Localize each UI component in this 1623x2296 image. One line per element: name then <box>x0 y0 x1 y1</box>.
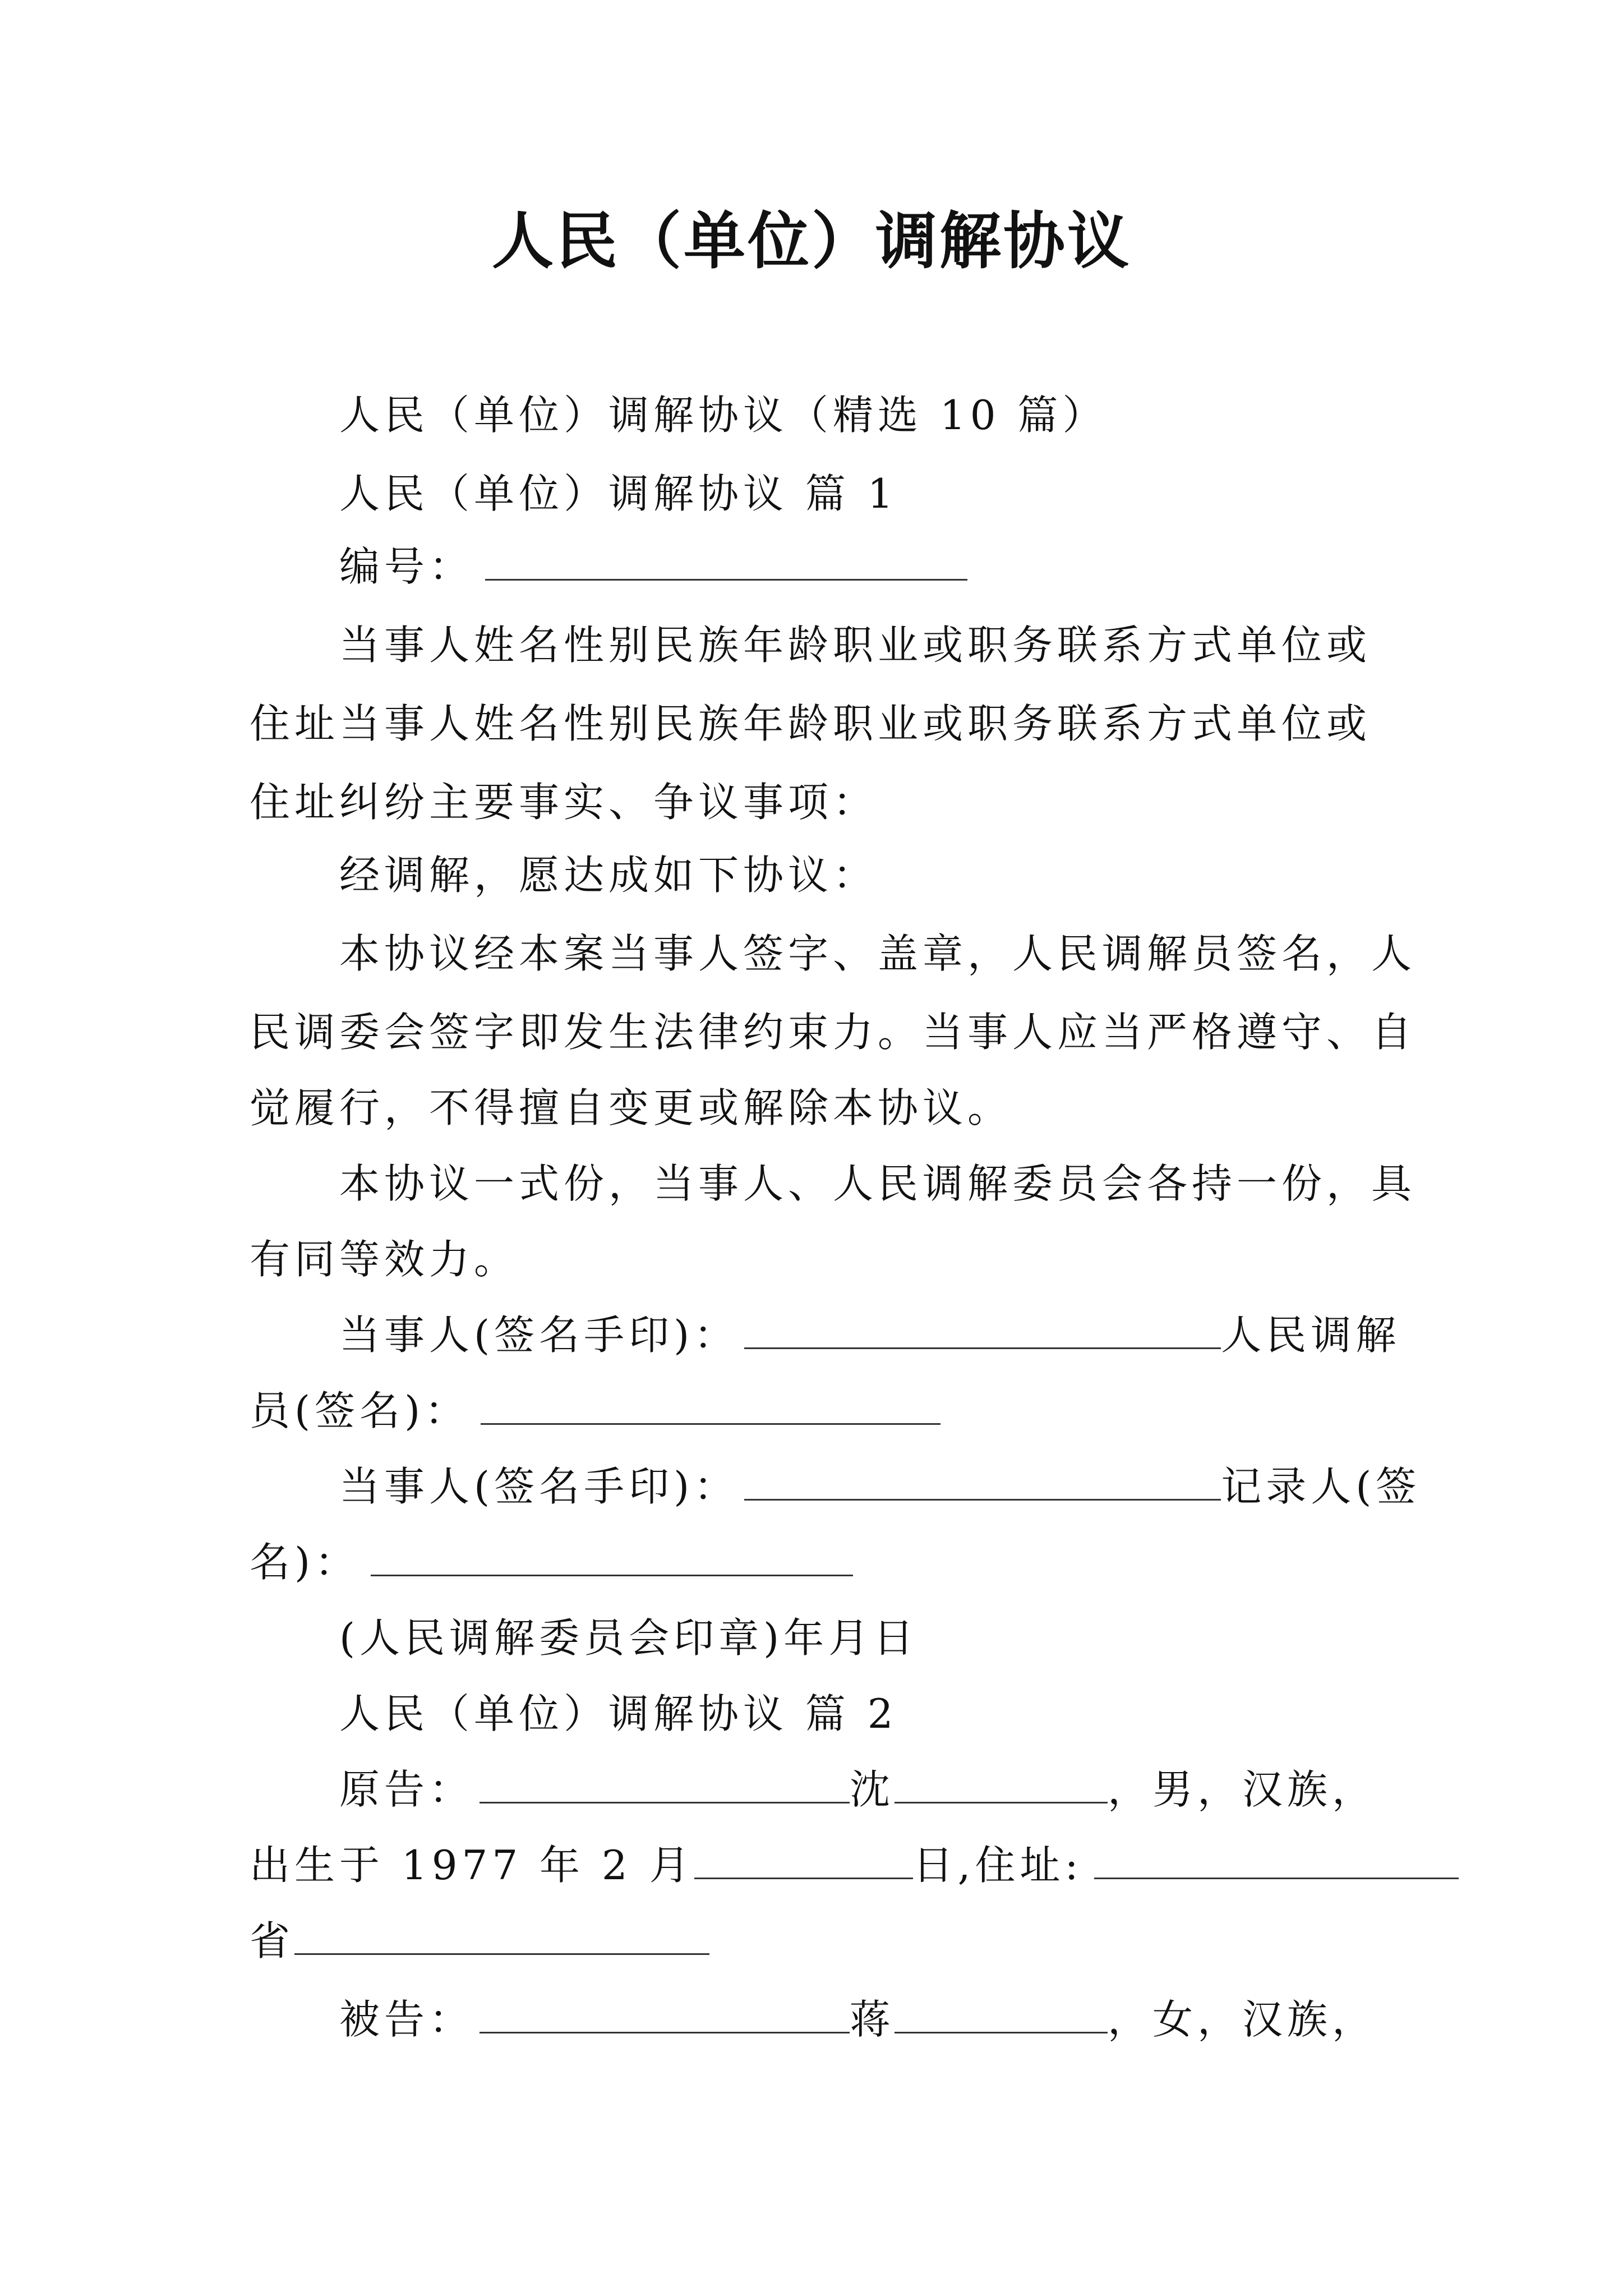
parties-para-line-2: 住址当事人姓名性别民族年龄职业或职务联系方式单位或 <box>250 700 1372 747</box>
plaintiff-address-label: 日,住址: <box>912 1842 1083 1889</box>
defendant-label: 被告： <box>339 1996 474 2043</box>
plaintiff-blank-2 <box>895 1761 1108 1803</box>
defendant-blank-1 <box>479 1991 850 2033</box>
number-blank <box>485 539 967 581</box>
defendant-blank-2 <box>895 1991 1108 2033</box>
effect-para-line-2: 民调委会签字即发生法律约束力。当事人应当严格遵守、自 <box>250 1009 1417 1056</box>
signature-line-4 <box>250 1534 1388 1590</box>
page-title: 人民（单位）调解协议 <box>492 205 1131 277</box>
mediator-label-part-2: 员(签名)： <box>250 1387 470 1434</box>
mediator-sign-blank <box>481 1383 940 1425</box>
signature-line-2 <box>250 1383 1388 1439</box>
parties-para-line-1: 当事人姓名性别民族年龄职业或职务联系方式单位或 <box>339 622 1372 669</box>
mediator-label-part-1: 人民调解 <box>1221 1312 1401 1359</box>
collection-heading: 人民（单位）调解协议（精选 10 篇） <box>339 392 1108 439</box>
effect-para-line-3: 觉履行，不得擅自变更或解除本协议。 <box>250 1084 1013 1131</box>
parties-para-line-3: 住址纠纷主要事实、争议事项： <box>250 779 878 826</box>
copies-para-line-2: 有同等效力。 <box>250 1236 519 1283</box>
plaintiff-gender-ethnicity: ，男，汉族， <box>1108 1766 1377 1813</box>
effect-para-line-1: 本协议经本案当事人签字、盖章，人民调解员签名，人 <box>339 930 1417 977</box>
copies-para-line-1: 本协议一式份，当事人、人民调解委员会各持一份，具 <box>339 1160 1417 1207</box>
recorder-sign-blank <box>371 1534 853 1576</box>
plaintiff-label: 原告： <box>339 1766 474 1813</box>
birth-day-blank <box>694 1837 913 1879</box>
province-label: 省 <box>250 1917 295 1964</box>
defendant-line-1 <box>339 1991 1478 2047</box>
address-blank <box>1094 1837 1459 1879</box>
plaintiff-blank-1 <box>479 1761 850 1803</box>
signature-line-3 <box>339 1458 1421 1515</box>
plaintiff-line-2 <box>250 1837 1388 1893</box>
party-sign-label-2: 当事人(签名手印)： <box>339 1463 739 1510</box>
party-sign-blank-2 <box>744 1458 1221 1501</box>
party-sign-blank <box>744 1307 1221 1349</box>
party-sign-label: 当事人(签名手印)： <box>339 1312 739 1359</box>
recorder-label-part-2: 名)： <box>250 1539 360 1586</box>
signature-line-1 <box>339 1307 1401 1363</box>
section-heading-1: 人民（单位）调解协议 篇 1 <box>339 470 898 517</box>
plaintiff-line-1 <box>339 1761 1478 1818</box>
section-heading-2: 人民（单位）调解协议 篇 2 <box>339 1690 898 1737</box>
number-line <box>339 539 1478 595</box>
plaintiff-line-3 <box>250 1913 1388 1969</box>
seal-date-line: (人民调解委员会印章)年月日 <box>339 1614 919 1662</box>
province-blank <box>294 1913 709 1955</box>
number-label: 编号： <box>339 543 474 590</box>
defendant-gender-ethnicity: ，女，汉族， <box>1108 1996 1377 2043</box>
plaintiff-birth-label: 出生于 1977 年 2 月 <box>250 1842 694 1889</box>
plaintiff-surname: 沈 <box>850 1766 895 1813</box>
mediation-statement: 经调解，愿达成如下协议： <box>339 852 878 899</box>
recorder-label-part-1: 记录人(签 <box>1221 1463 1421 1510</box>
defendant-surname: 蒋 <box>850 1996 895 2043</box>
